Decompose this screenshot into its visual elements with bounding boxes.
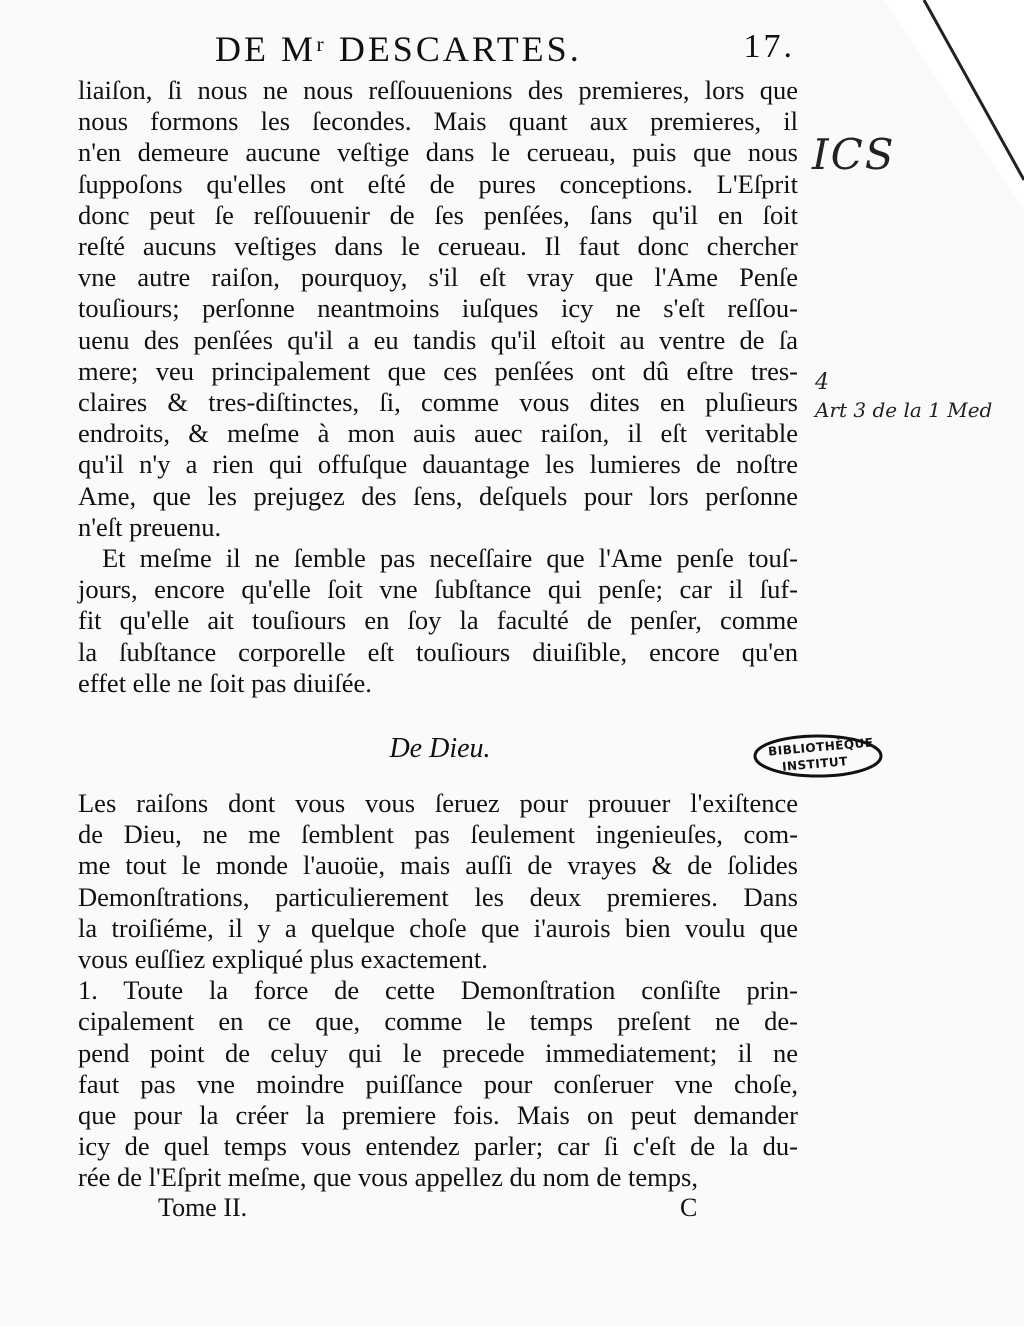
text-line: Et meſme il ne ſemble pas neceſſaire que l'Ame penſe touſ-: [102, 543, 798, 574]
text-line: nous formons les ſecondes. Mais quant aux premieres, il: [78, 106, 798, 137]
text-line: ſuppoſons qu'elles ont eſté de pures conceptions. L'Eſprit: [78, 168, 798, 199]
section-title: De Dieu.: [389, 733, 491, 764]
text-line: qu'il n'y a rien qui offuſque dauantage les lumieres de noſtre: [78, 449, 798, 480]
text-line: jours, encore qu'elle ſoit vne ſubſtance qui penſe; car il ſuf-: [78, 574, 798, 605]
footer-volume: Tome II.: [158, 1193, 248, 1222]
text-line: n'eſt preuenu.: [78, 511, 222, 542]
text-line: vous euſſiez expliqué plus exactement.: [78, 944, 488, 975]
paragraph-1: [78, 75, 798, 543]
text-line: pend point de celuy qui le precede immediatement; il ne: [78, 1037, 798, 1068]
text-line: vne autre raiſon, pourquoy, s'il eſt vray que l'Ame Penſe: [78, 262, 798, 293]
paragraph-3: [78, 788, 798, 975]
text-line: rée de l'Eſprit meſme, que vous appellez du nom de temps,: [78, 1162, 698, 1193]
text-line: mere; veu principalement que ces penſées ont dû eſtre tres-: [78, 355, 798, 386]
text-line: de Dieu, ne me ſemblent pas ſeulement ingenieuſes, com-: [78, 819, 798, 850]
text-line: me tout le monde l'auoüe, mais auſſi de vrayes & de ſolides: [78, 850, 798, 881]
running-head-title: DE Mʳ DESCARTES.: [215, 29, 582, 69]
stamp-line-1: BIBLIOTHÈQUE: [767, 735, 875, 759]
text-line: endroits, & meſme à mon auis auec raiſon, il eſt veritable: [78, 418, 798, 449]
paragraph-4: [78, 975, 798, 1193]
text-line: reſté aucuns veſtiges dans le cerueau. Il faut donc chercher: [78, 231, 798, 262]
stamp-line-2: INSTITUT: [781, 754, 849, 774]
text-line: touſiours; perſonne neantmoins iuſques icy ne s'eſt reſſou-: [78, 293, 798, 324]
running-head: [215, 28, 795, 70]
text-line: n'en demeure aucune veſtige dans le cerueau, puis que nous: [78, 137, 798, 168]
text-line: effet elle ne ſoit pas diuiſée.: [78, 667, 372, 698]
text-line: la troiſiéme, il y a quelque choſe que i'aurois bien voulu que: [78, 912, 798, 943]
main-text-block: [78, 75, 798, 699]
text-line: faut pas vne moindre puiſſance pour conſeruer vne choſe,: [78, 1068, 798, 1099]
margin-note-handwritten-1: ICS: [812, 130, 896, 179]
text-line: claires & tres-diſtinctes, ſi, comme vous dites en pluſieurs: [78, 387, 798, 418]
text-line: Demonſtrations, particulierement les deux premieres. Dans: [78, 881, 798, 912]
text-line: la ſubſtance corporelle eſt touſiours diuiſible, encore qu'en: [78, 636, 798, 667]
text-line: fit qu'elle ait touſiours en ſoy la faculté de penſer, comme: [78, 605, 798, 636]
torn-page-corner: [884, 0, 1024, 210]
footer-signature: C: [680, 1193, 698, 1222]
text-line: uenu des penſées qu'il a eu tandis qu'il eſtoit au ventre de ſa: [78, 324, 798, 355]
paragraph-2: [78, 543, 798, 699]
text-line: donc peut ſe reſſouuenir de ſes penſées, ſans qu'il en ſoit: [78, 199, 798, 230]
second-text-block: [78, 788, 798, 1194]
text-line: cipalement en ce que, comme le temps preſent ne de-: [78, 1006, 798, 1037]
text-line: liaiſon, ſi nous ne nous reſſouuenions des premieres, lors que: [78, 75, 798, 105]
margin-note-handwritten-2: 4: [815, 370, 829, 395]
text-line: 1. Toute la force de cette Demonſtration conſiſte prin-: [78, 975, 798, 1006]
text-line: Ame, que les prejugez des ſens, deſquels pour lors perſonne: [78, 480, 798, 511]
margin-note-handwritten-3: Art 3 de la 1 Med: [815, 398, 993, 422]
text-line: Les raiſons dont vous vous ſeruez pour prouuer l'exiſtence: [78, 788, 798, 818]
page-number: 17.: [743, 28, 795, 65]
text-line: que pour la créer la premiere fois. Mais on peut demander: [78, 1100, 798, 1131]
text-line: icy de quel temps vous entendez parler; car ſi c'eſt de la du-: [78, 1131, 798, 1162]
